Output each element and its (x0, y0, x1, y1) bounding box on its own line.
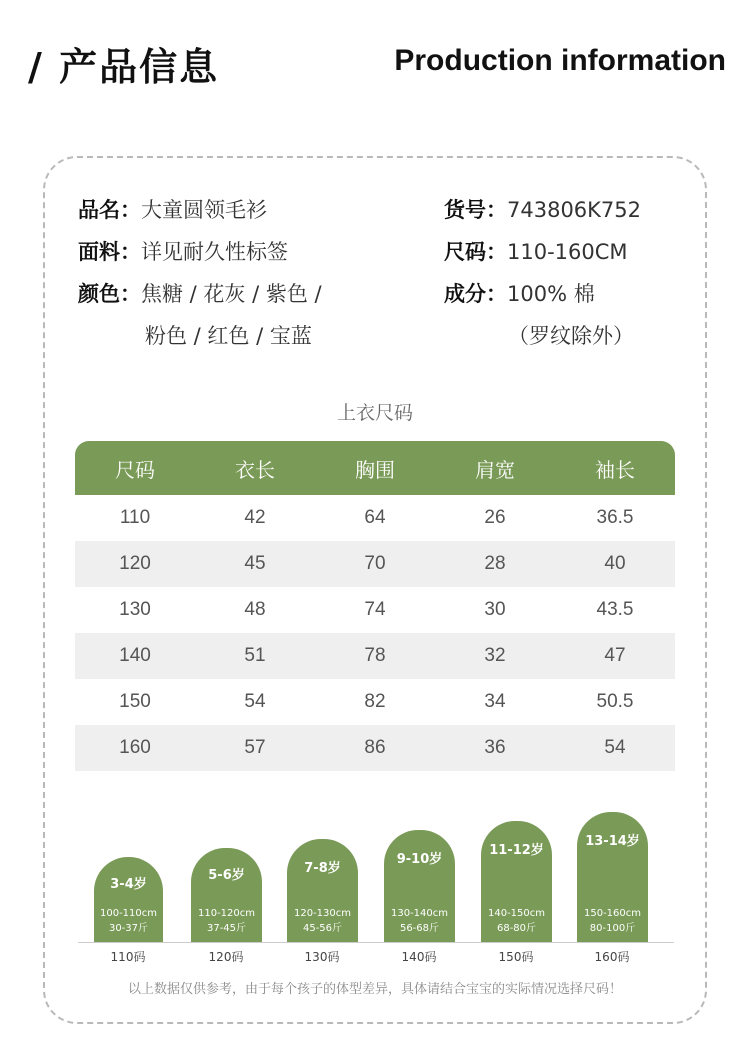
size-label: 160码 (594, 950, 630, 964)
header-cell: 袖长 (595, 457, 635, 482)
height-range: 140-150cm (487, 908, 546, 919)
table-cell: 74 (364, 599, 386, 620)
size-arch-150 (481, 821, 552, 942)
size-label: 140码 (401, 950, 437, 964)
table-cell: 34 (484, 691, 506, 712)
table-cell: 32 (484, 645, 506, 666)
fabric-key: 面料： (78, 240, 141, 264)
disclaimer-note: 以上数据仅供参考，由于每个孩子的体型差异，具体请结合宝宝的实际情况选择尺码！ (127, 982, 622, 997)
table-cell: 110 (119, 507, 151, 528)
size-value: 110-160CM (507, 240, 628, 264)
weight-range: 30-37斤 (108, 923, 149, 934)
table-row (75, 495, 675, 541)
height-range: 110-120cm (197, 908, 256, 919)
height-range: 150-160cm (583, 908, 642, 919)
table-cell: 54 (244, 691, 266, 712)
weight-range: 68-80斤 (496, 923, 537, 934)
table-row (75, 633, 675, 679)
table-cell: 57 (244, 737, 266, 758)
size-dims (481, 906, 552, 936)
size-label: 110码 (110, 950, 146, 964)
table-cell: 70 (364, 553, 386, 574)
comp-value-2: （罗纹除外） (508, 324, 634, 348)
size-dims (287, 906, 358, 936)
name-value: 大童圆领毛衫 (141, 198, 267, 222)
size-table (75, 441, 675, 771)
table-row (75, 679, 675, 725)
size-label: 120码 (208, 950, 244, 964)
size-dims (191, 906, 262, 936)
info-size (444, 231, 641, 273)
size-dims (94, 906, 163, 936)
table-cell: 130 (119, 599, 151, 620)
table-cell: 45 (244, 553, 266, 574)
table-cell: 120 (119, 553, 151, 574)
table-cell: 36 (484, 737, 506, 758)
table-cell: 36.5 (596, 507, 634, 528)
size-arch-130 (287, 839, 358, 942)
table-cell: 30 (484, 599, 506, 620)
age-label: 3-4岁 (110, 877, 147, 892)
header-cell: 胸围 (355, 457, 395, 482)
table-cell: 50.5 (596, 691, 634, 712)
weight-range: 37-45斤 (206, 923, 247, 934)
table-cell: 78 (364, 645, 386, 666)
header-cell: 衣长 (235, 457, 275, 482)
code-value: 743806K752 (507, 198, 642, 222)
size-dims (577, 906, 648, 936)
table-cell: 42 (244, 507, 266, 528)
info-left (78, 189, 322, 357)
height-range: 130-140cm (390, 908, 449, 919)
table-cell: 26 (484, 507, 506, 528)
info-name (78, 189, 322, 231)
table-row (75, 541, 675, 587)
size-arch-160 (577, 812, 648, 942)
age-label: 13-14岁 (585, 834, 640, 849)
table-cell: 47 (604, 645, 626, 666)
code-key: 货号： (444, 198, 507, 222)
weight-range: 80-100斤 (589, 923, 636, 934)
header-cell: 肩宽 (475, 457, 515, 482)
table-header (75, 441, 675, 495)
age-label: 5-6岁 (208, 868, 245, 883)
table-cell: 86 (364, 737, 386, 758)
table-title: 上衣尺码 (336, 402, 413, 424)
color-key: 颜色： (78, 282, 141, 306)
info-right (444, 189, 641, 357)
color-value-1: 焦糖 / 花灰 / 紫色 / (141, 282, 322, 306)
size-arch-140 (384, 830, 455, 942)
table-cell: 150 (119, 691, 151, 712)
height-range: 100-110cm (99, 908, 158, 919)
size-dims (384, 906, 455, 936)
size-arch-120 (191, 848, 262, 942)
arch-baseline (78, 942, 674, 943)
table-cell: 54 (604, 737, 626, 758)
table-cell: 82 (364, 691, 386, 712)
info-color (78, 273, 322, 315)
title-cn: / 产品信息 (28, 45, 220, 89)
size-label: 150码 (498, 950, 534, 964)
size-arch-110 (94, 857, 163, 942)
table-cell: 64 (364, 507, 386, 528)
table-cell: 160 (119, 737, 151, 758)
table-cell: 140 (119, 645, 151, 666)
weight-range: 45-56斤 (302, 923, 343, 934)
age-label: 7-8岁 (304, 861, 341, 876)
weight-range: 56-68斤 (399, 923, 440, 934)
color-value-2: 粉色 / 红色 / 宝蓝 (145, 324, 312, 348)
table-cell: 51 (244, 645, 266, 666)
info-composition (444, 273, 641, 315)
info-fabric (78, 231, 322, 273)
table-row (75, 587, 675, 633)
table-cell: 40 (604, 553, 626, 574)
age-label: 9-10岁 (396, 852, 443, 867)
table-cell: 43.5 (596, 599, 634, 620)
table-cell: 28 (484, 553, 506, 574)
comp-key: 成分： (444, 282, 507, 306)
info-code (444, 189, 641, 231)
fabric-value: 详见耐久性标签 (141, 240, 288, 264)
title-en: Production information (394, 44, 726, 77)
height-range: 120-130cm (293, 908, 352, 919)
comp-value-1: 100% 棉 (507, 282, 595, 306)
table-cell: 48 (244, 599, 266, 620)
size-label: 130码 (304, 950, 340, 964)
header-cell: 尺码 (115, 457, 155, 482)
age-label: 11-12岁 (489, 843, 544, 858)
name-key: 品名： (78, 198, 141, 222)
size-key: 尺码： (444, 240, 507, 264)
table-row (75, 725, 675, 771)
